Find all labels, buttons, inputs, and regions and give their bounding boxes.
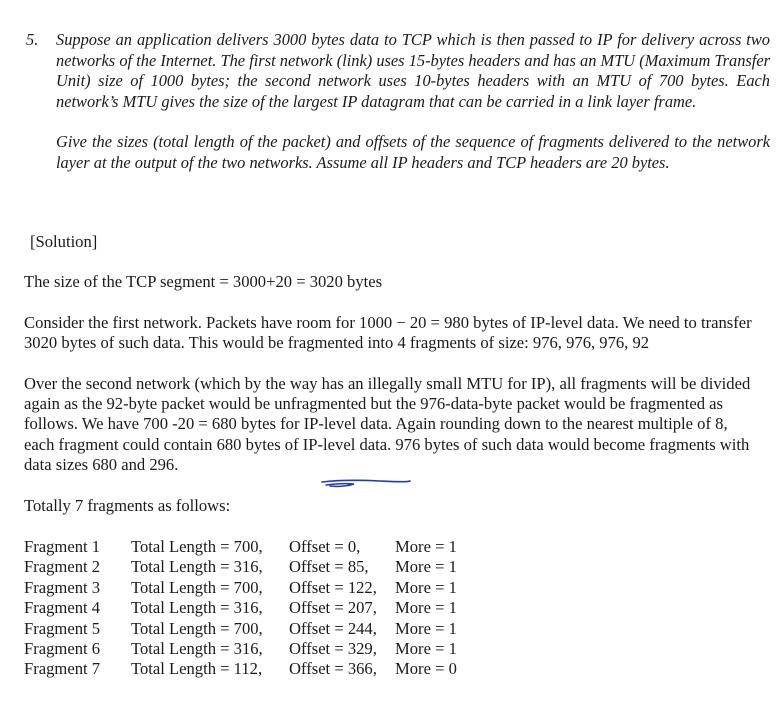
fragment-name: Fragment 3 [24,577,101,597]
fragment-length: Total Length = 700, [131,618,263,638]
table-row [24,639,457,659]
fragment-more: More = 0 [395,659,457,679]
question-block [26,30,770,174]
fragment-name: Fragment 1 [24,537,101,556]
question-paragraph-1: Suppose an application delivers 3000 bytes data to TCP which is then passed to IP for delivery across two networks of the Internet. The first network (link) uses 15-bytes headers and has an MTU (Maximum Transfer Unit) size of 1000 bytes; the second network uses 10-bytes headers with an MTU of 700 bytes. Each network’s MTU gives the size of the largest IP datagram that can be carried in a link layer frame. [56,30,770,111]
totally-fragments-text: Totally 7 fragments as follows: [24,495,231,515]
fragment-name: Fragment 6 [24,639,101,659]
fragment-more: More = 1 [395,598,457,618]
fragment-length: Total Length = 700, [131,577,263,597]
first-network-text: Consider the first network. Packets have room for 1000 − 20 = 980 bytes of IP-level data. We need to transfer 3020 bytes of such data. This would be fragmented into 4 fragments of size: 976, 976, 976, 92 [24,312,752,353]
solution-label: [Solution] [30,232,98,251]
fragment-length: Total Length = 316, [131,557,263,577]
fragment-more: More = 1 [395,618,457,638]
fragment-length: Total Length = 316, [131,639,263,659]
fragment-length: Total Length = 316, [131,598,263,618]
fragment-name: Fragment 7 [24,659,101,679]
fragment-offset: Offset = 85, [289,557,369,577]
fragment-length: Total Length = 112, [131,659,263,679]
table-row [24,659,457,679]
fragment-more: More = 1 [395,537,457,556]
question-paragraph-2: Give the sizes (total length of the packet) and offsets of the sequence of fragments delivered to the network layer at the output of the two networks. Assume all IP headers and TCP headers are 20 bytes. [56,132,770,172]
table-row [24,578,457,598]
tcp-segment-text: The size of the TCP segment = 3000+20 = 3020 bytes [24,272,383,292]
table-row [24,557,457,577]
table-row [24,598,457,618]
fragment-offset: Offset = 366, [289,659,377,679]
fragment-offset: Offset = 329, [289,639,377,659]
table-row [24,619,457,639]
fragment-offset: Offset = 244, [289,618,377,638]
fragment-name: Fragment 2 [24,557,101,577]
fragment-more: More = 1 [395,577,457,597]
fragment-more: More = 1 [395,557,457,577]
fragment-offset: Offset = 207, [289,598,377,618]
table-row [24,537,457,557]
fragment-more: More = 1 [395,639,457,659]
fragment-length: Total Length = 700, [131,537,263,556]
question-body [56,30,770,174]
second-network-text: Over the second network (which by the way has an illegally small MTU for IP), all fragments will be divided again as the 92-byte packet would be unfragmented but the 976-data-byte packet would be fragmented as follows. We have 700 -20 = 680 bytes for IP-level data. Again rounding down to the nearest multiple of 8, each fragment could contain 680 bytes of IP-level data. 976 bytes of such data would become fragments with data sizes 680 and 296. [24,373,751,475]
question-number: 5. [26,30,39,49]
fragment-name: Fragment 5 [24,618,101,638]
handwritten-underline [320,474,412,490]
fragment-offset: Offset = 0, [289,537,361,556]
fragment-offset: Offset = 122, [289,577,377,597]
fragment-name: Fragment 4 [24,598,101,618]
fragments-table [24,537,457,680]
